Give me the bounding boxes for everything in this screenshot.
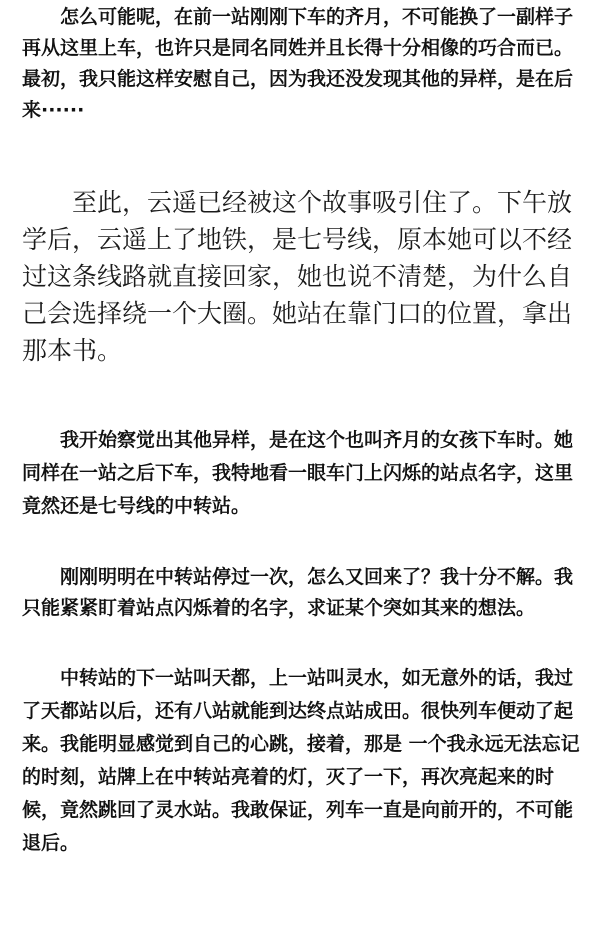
paragraph-5: 中转站的下一站叫天都，上一站叫灵水，如无意外的话，我过了天都站以后，还有八站就能到达终点站成田。很快列车便动了起来。我能明显感觉到自己的心跳，接着，那是 一个我永远无法忘记的时刻，站牌上在中转站亮着的灯，灭了一下，再次亮起来的时候，竟然跳回了灵水站。我敢保证，列车一直是向前开的，不可能退后。 (22, 667, 580, 854)
paragraph-2: 至此，云遥已经被这个故事吸引住了。下午放学后，云遥上了地铁，是七号线，原本她可以不经过这条线路就直接回家，她也说不清楚，为什么自己会选择绕一个大圈。她站在靠门口的位置，拿出那本书。 (22, 188, 573, 365)
paragraph-1: 怎么可能呢，在前一站刚刚下车的齐月，不可能换了一副样子再从这里上车，也许只是同名同姓并且长得十分相像的巧合而已。最初，我只能这样安慰自己，因为我还没发现其他的异样，是在后来······ (22, 6, 574, 121)
paragraph-3: 我开始察觉出其他异样，是在这个也叫齐月的女孩下车时。她同样在一站之后下车，我特地看一眼车门上闪烁的站点名字，这里竟然还是七号线的中转站。 (22, 429, 574, 517)
paragraph-4: 刚刚明明在中转站停过一次，怎么又回来了？我十分不解。我只能紧紧盯着站点闪烁着的名字，求证某个突如其来的想法。 (22, 566, 574, 619)
